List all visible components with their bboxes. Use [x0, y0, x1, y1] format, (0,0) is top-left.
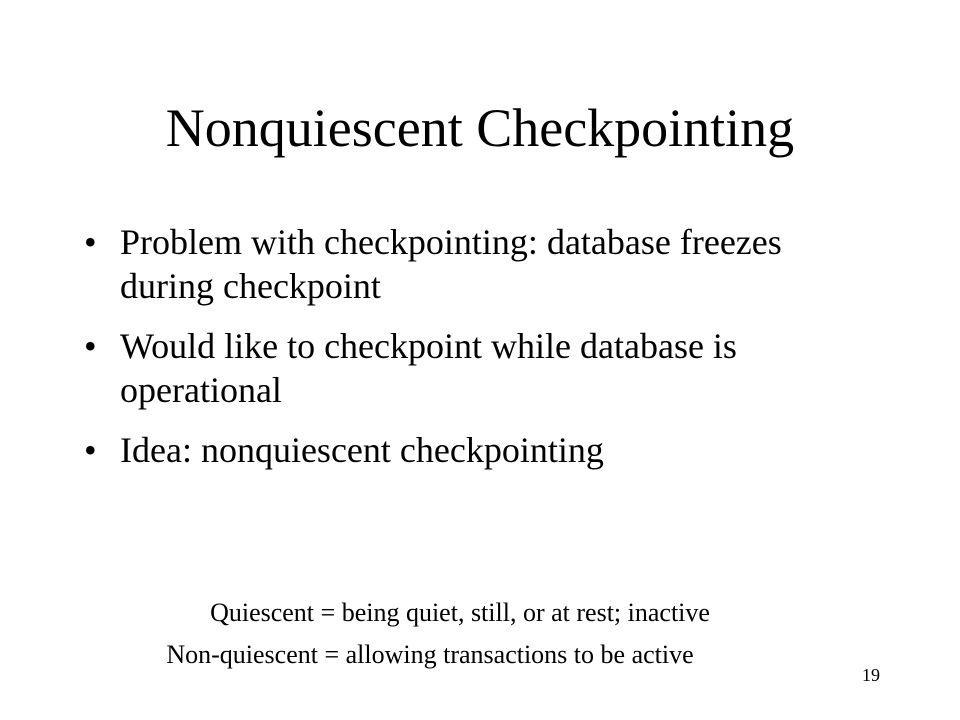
bullet-marker: • [84, 222, 97, 262]
bullet-text: Would like to checkpoint while database is operational [120, 326, 737, 410]
bullet-marker: • [84, 326, 97, 366]
bullet-list [84, 220, 884, 488]
bullet-item [84, 324, 884, 412]
bullet-item [84, 220, 884, 308]
quiescent-definition-note: Quiescent = being quiet, still, or at rest; inactive [210, 598, 710, 627]
non-quiescent-definition-note: Non-quiescent = allowing transactions to be active [166, 640, 694, 669]
bullet-item [84, 428, 884, 472]
bullet-marker: • [84, 430, 97, 470]
slide-title: Nonquiescent Checkpointing [165, 98, 795, 158]
bullet-text: Problem with checkpointing: database freezes during checkpoint [120, 222, 782, 306]
bullet-text: Idea: nonquiescent checkpointing [120, 430, 604, 470]
page-number: 19 [862, 665, 880, 685]
